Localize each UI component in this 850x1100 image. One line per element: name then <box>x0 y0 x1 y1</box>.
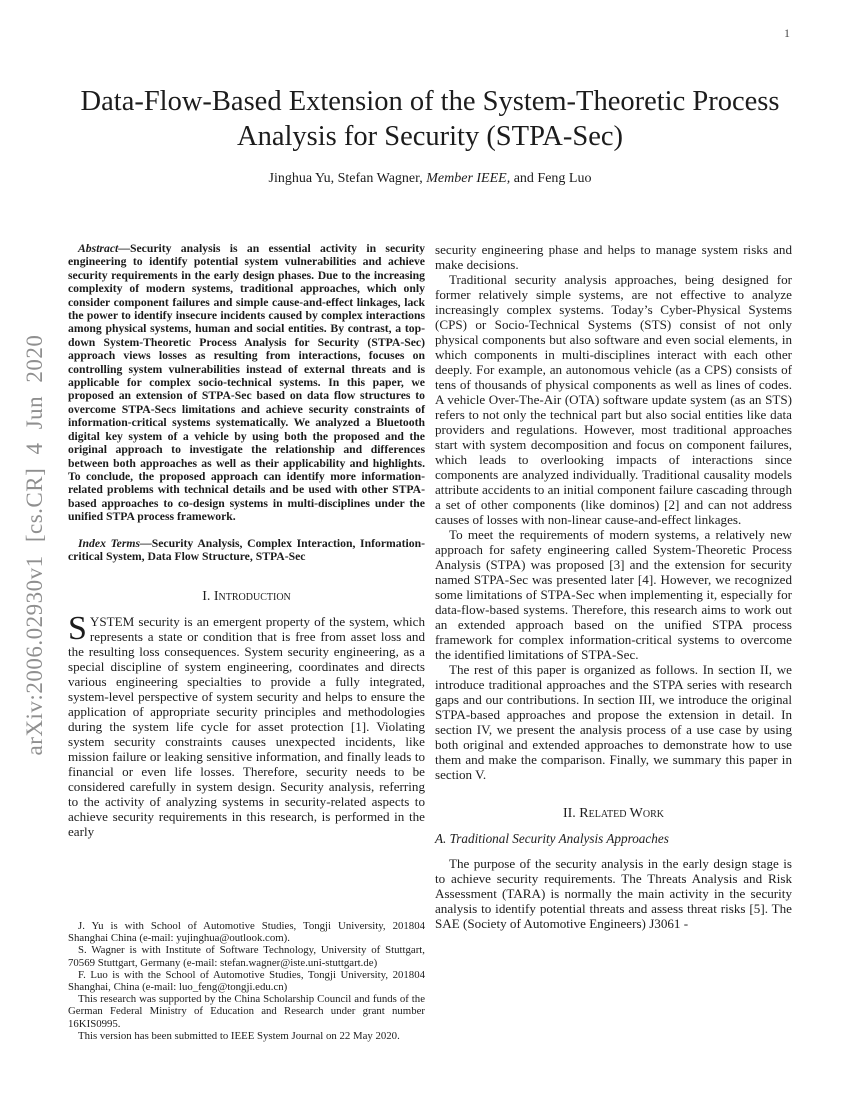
index-terms-dash: — <box>140 536 152 550</box>
authors-part1: Jinghua Yu, Stefan Wagner, <box>268 171 427 186</box>
abstract-label: Abstract <box>78 242 119 255</box>
subsection-heading-traditional-approaches: A. Traditional Security Analysis Approaches <box>435 831 669 846</box>
page-number: 1 <box>784 26 790 40</box>
paper-content <box>68 80 792 1042</box>
authors-member-ieee: Member IEEE, <box>426 171 511 186</box>
paper-title: Data-Flow-Based Extension of the System-Theoretic Process Analysis for Security (STPA-Sec) <box>80 86 780 152</box>
first-page-footnotes <box>68 920 425 1042</box>
right-column <box>435 242 792 1042</box>
introduction-paragraph-2: Traditional security analysis approaches, being designed for former relatively simple systems, are not effective to analyze increasingly complex systems. Today’s Cyber-Physical Systems (CPS) or Socio-Technical Systems (STS) consist of not only physical components but also software and even social elements, in which components in multi-disciplines interact with each other deeply. For example, an autonomous vehicle (as a CPS) consists of tens of thousands of physical components as well as lines of codes. A vehicle Over-The-Air (OTA) software update system (as an STS) refers to not only the technical part but also social entities like data providers and regulations. However, most traditional approaches start with system decomposition and focus on component failures, which leads to overlooking impacts of interactions since components are analyzed individually. Traditional causality models attribute accidents to an initial component failure cascading through a set of other components (like dominos) [2] and can not address causes of losses with non-linear cause-and-effect linkages. <box>435 272 792 527</box>
arxiv-watermark: arXiv:2006.02930v1 [cs.CR] 4 Jun 2020 <box>22 334 47 756</box>
authors-line <box>68 171 792 187</box>
introduction-paragraph-1 <box>68 610 425 840</box>
index-terms-label: Index Terms <box>78 536 141 550</box>
section-heading-related-work: II. Related Work <box>562 806 664 821</box>
footnote-author-wagner: S. Wagner is with Institute of Software Technology, University of Stuttgart, 70569 Stuttgart, Germany (e-mail: stefan.wagner@iste.uni-stuttgart.de) <box>68 944 425 969</box>
introduction-paragraph-1-text: YSTEM security is an emergent property of the system, which represents a state or condition that is free from asset loss and the resulting loss consequences. System security engineering, as a special discipline of system engineering, coordinates and directs various engineering specialties to provide a fully integrated, system-level perspective of system security and helps to ensure the application of appropriate security principles and methodologies during the system life cycle for asset protection [1]. Violating system security constraints causes unexpected incidents, like mission failure or leaking sensitive information, and finally leads to financial or even life losses. Therefore, security needs to be considered carefully in system design. Security analysis, referring to the activity of analyzing systems in security-related aspects to achieve security requirements in this research, is performed in the early <box>68 614 425 840</box>
introduction-paragraph-1-continuation: security engineering phase and helps to manage system risks and make decisions. <box>435 242 792 272</box>
section-heading-introduction: I. Introduction <box>202 589 291 605</box>
index-terms-paragraph <box>68 537 425 564</box>
related-work-paragraph-1: The purpose of the security analysis in the early design stage is to achieve security requirements. The Threats Analysis and Risk Assessment (TARA) is normally the main activity in the security analysis to identify potential threats and assess threat risks [5]. The SAE (Society of Automotive Engineers) J3061 - <box>435 856 792 931</box>
two-column-body <box>68 242 792 1042</box>
left-column <box>68 242 425 1042</box>
footnote-funding: This research was supported by the China Scholarship Council and funds of the German Federal Ministry of Education and Research under grant number 16KIS0995. <box>68 993 425 1030</box>
dropcap-letter: S <box>68 610 87 648</box>
abstract-text: Security analysis is an essential activity in security engineering to identify potential system vulnerabilities and achieve security requirements in the early design phases. Due to the increasing complexity of modern systems, traditional approaches, which only consider component failures and simple cause-and-effect linkages, lack the power to identify insecure incidents caused by complex interactions among physical systems, human and social entities. By contrast, a top-down System-Theoretic Process Analysis for Security (STPA-Sec) approach views losses as resulting from interactions, focuses on controlling system vulnerabilities instead of external threats and is applicable for complex socio-technical systems. In this paper, we proposed an extension of STPA-Sec based on data flow structures to overcome STPA-Secs limitations and achieve security constraints of information-critical systems systematically. We analyzed a Bluetooth digital key system of a vehicle by using both the proposed and the original approach to investigate the relationship and differences between both approaches as well as their applicability and highlights. To conclude, the proposed approach can identify more information-related problems with technical details and be used with other STPA-based approaches to co-design systems in multi-disciplines under the unified STPA process framework. <box>68 242 425 524</box>
introduction-paragraph-4: The rest of this paper is organized as follows. In section II, we introduce traditional approaches and the STPA series with research gaps and our contributions. In section III, we introduce the original STPA-based approaches and propose the extension in detail. In section IV, we present the analysis process of a use case by using both original and extended approaches to demonstrate how to use them and make the comparison. Finally, we summary this paper in section V. <box>435 662 792 782</box>
authors-part2: and Feng Luo <box>510 171 592 186</box>
footnote-author-yu: J. Yu is with School of Automotive Studies, Tongji University, 201804 Shanghai China (e-mail: yujinghua@outlook.com). <box>68 919 425 945</box>
abstract-dash: — <box>118 242 130 255</box>
footnote-author-luo: F. Luo is with the School of Automotive Studies, Tongji University, 201804 Shanghai, China (e-mail: luo_feng@tongji.edu.cn) <box>68 968 425 993</box>
abstract-paragraph <box>68 242 425 524</box>
introduction-paragraph-3: To meet the requirements of modern systems, a relatively new approach for safety engineering called System-Theoretic Process Analysis (STPA) was proposed [3] and the extension for security named STPA-Sec was presented later [4]. However, we recognized some limitations of STPA-Sec when implementing it, especially for data-flow-based systems. Therefore, this research aims to work out an extended approach based on the unified STPA process framework for complex information-critical systems to overcome the identified limitations of STPA-Sec. <box>435 527 792 662</box>
index-terms-text: Security Analysis, Complex Interaction, Information-critical System, Data Flow Structure, STPA-Sec <box>68 536 425 563</box>
footnote-submission: This version has been submitted to IEEE System Journal on 22 May 2020. <box>78 1029 400 1042</box>
